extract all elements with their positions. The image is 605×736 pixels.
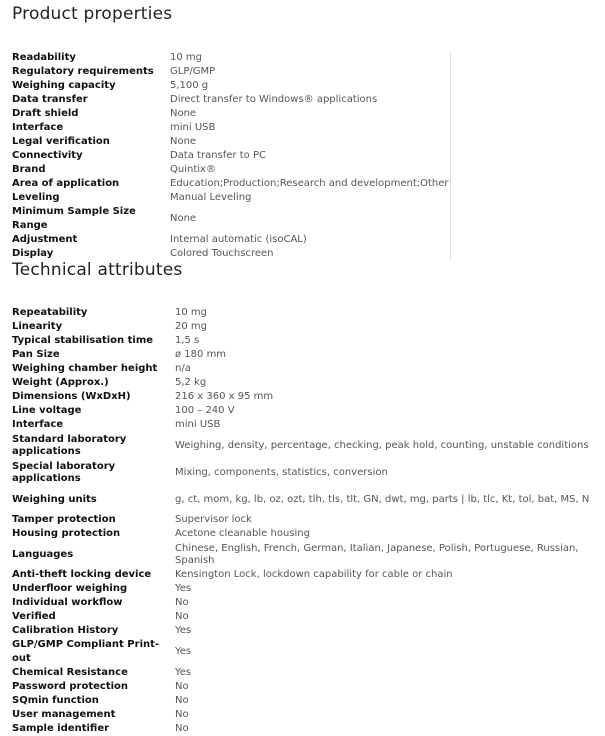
- attribute-value: mini USB: [175, 419, 221, 430]
- property-value: mini USB: [170, 121, 451, 135]
- attribute-value: 10 mg: [175, 307, 207, 318]
- attribute-label: Password protection: [12, 681, 129, 692]
- attribute-label: Anti-theft locking device: [12, 569, 152, 580]
- table-row: [12, 233, 451, 247]
- table-row: [12, 459, 605, 486]
- technical-attributes-heading: Technical attributes: [12, 260, 183, 280]
- attribute-value: 5,2 kg: [175, 377, 207, 388]
- property-label: Area of application: [12, 178, 120, 189]
- property-value: Quintix®: [170, 163, 451, 177]
- table-row: [12, 596, 605, 610]
- property-value: None: [170, 135, 451, 149]
- attribute-label: Verified: [12, 611, 56, 622]
- attribute-value: 100 – 240 V: [175, 405, 235, 416]
- table-row: [12, 191, 451, 205]
- attribute-value: ø 180 mm: [175, 349, 227, 360]
- product-properties-heading: Product properties: [12, 4, 173, 24]
- attribute-label: Line voltage: [12, 405, 82, 416]
- attribute-value: 1,5 s: [175, 335, 200, 346]
- table-row: [12, 582, 605, 596]
- attribute-label: Typical stabilisation time: [12, 335, 154, 346]
- table-row: [12, 65, 451, 79]
- attribute-label: Underfloor weighing: [12, 583, 128, 594]
- attribute-value: Yes: [175, 646, 192, 657]
- property-value: None: [170, 107, 451, 121]
- attribute-label: Linearity: [12, 321, 63, 332]
- attribute-value: Chinese, English, French, German, Italian, Japanese, Polish, Portuguese, Russian, Spanish: [175, 542, 579, 566]
- table-row: [12, 390, 605, 404]
- table-row: [12, 708, 605, 722]
- attribute-label: Individual workflow: [12, 597, 123, 608]
- attribute-value: Yes: [175, 625, 192, 636]
- property-label: Data transfer: [12, 94, 88, 105]
- attribute-label: Calibration History: [12, 625, 119, 636]
- property-label: Weighing capacity: [12, 80, 116, 91]
- attribute-label: Weight (Approx.): [12, 377, 109, 388]
- property-label: Legal verification: [12, 136, 110, 147]
- attribute-value: No: [175, 709, 189, 720]
- table-row: [12, 306, 605, 320]
- technical-attributes-table: [12, 306, 605, 736]
- attribute-label: Tamper protection: [12, 514, 116, 525]
- attribute-label: Dimensions (WxDxH): [12, 391, 131, 402]
- attribute-label: SQmin function: [12, 695, 99, 706]
- attribute-label: Housing protection: [12, 528, 121, 539]
- attribute-value: Yes: [175, 583, 192, 594]
- property-label: Connectivity: [12, 150, 83, 161]
- attribute-value: Weighing, density, percentage, checking, peak hold, counting, unstable conditions: [175, 439, 589, 451]
- attribute-value: No: [175, 597, 189, 608]
- property-label: Leveling: [12, 192, 60, 203]
- property-value: None: [170, 205, 451, 233]
- attribute-value: g, ct, mom, kg, lb, oz, ozt, tlh, tls, tlt, GN, dwt, mg, parts | lb, tlc, Kt, tol, bat, MS, N: [175, 493, 590, 505]
- property-value: 5,100 g: [170, 79, 451, 93]
- property-label: Regulatory requirements: [12, 66, 154, 77]
- attribute-value: 20 mg: [175, 321, 207, 332]
- table-row: [12, 638, 605, 666]
- table-row: [12, 121, 451, 135]
- property-label: Minimum Sample Size Range: [12, 206, 136, 231]
- property-label: Interface: [12, 122, 64, 133]
- table-row: [12, 163, 451, 177]
- property-value: Direct transfer to Windows® applications: [170, 93, 451, 107]
- table-row: [12, 93, 451, 107]
- table-row: [12, 362, 605, 376]
- table-row: [12, 680, 605, 694]
- property-label: Readability: [12, 52, 76, 63]
- table-row: [12, 107, 451, 121]
- property-value: Data transfer to PC: [170, 149, 451, 163]
- attribute-label: Standard laboratory applications: [12, 433, 127, 457]
- table-row: [12, 79, 451, 93]
- table-row: [12, 486, 605, 513]
- property-value: Colored Touchscreen: [170, 247, 451, 261]
- attribute-value: Mixing, components, statistics, conversion: [175, 466, 388, 478]
- attribute-value: No: [175, 723, 189, 734]
- table-row: [12, 610, 605, 624]
- property-label: Draft shield: [12, 108, 79, 119]
- table-row: [12, 177, 451, 191]
- attribute-label: User management: [12, 709, 116, 720]
- product-properties-table: [12, 51, 451, 261]
- attribute-label: Special laboratory applications: [12, 460, 116, 484]
- table-row: [12, 51, 451, 65]
- table-row: [12, 541, 605, 568]
- table-row: [12, 247, 451, 261]
- table-row: [12, 149, 451, 163]
- table-row: [12, 666, 605, 680]
- attribute-value: Acetone cleanable housing: [175, 528, 310, 539]
- attribute-label: Pan Size: [12, 349, 60, 360]
- table-row: [12, 694, 605, 708]
- property-value: Manual Leveling: [170, 191, 451, 205]
- attribute-value: 216 x 360 x 95 mm: [175, 391, 274, 402]
- table-row: [12, 320, 605, 334]
- attribute-label: Weighing chamber height: [12, 363, 158, 374]
- table-row: [12, 404, 605, 418]
- attribute-value: No: [175, 611, 189, 622]
- property-label: Adjustment: [12, 234, 78, 245]
- attribute-label: Weighing units: [12, 493, 97, 505]
- attribute-value: No: [175, 681, 189, 692]
- property-label: Display: [12, 248, 54, 259]
- attribute-label: Sample identifier: [12, 723, 110, 734]
- property-value: 10 mg: [170, 51, 451, 65]
- property-label: Brand: [12, 164, 46, 175]
- attribute-value: n/a: [175, 363, 191, 374]
- table-row: [12, 722, 605, 736]
- table-row: [12, 527, 605, 541]
- attribute-label: Chemical Resistance: [12, 667, 128, 678]
- property-value: Education;Production;Research and development;Other: [170, 178, 449, 189]
- attribute-value: No: [175, 695, 189, 706]
- table-row: [12, 432, 605, 459]
- table-row: [12, 568, 605, 582]
- attribute-value: Supervisor lock: [175, 514, 252, 525]
- attribute-label: Repeatability: [12, 307, 88, 318]
- attribute-label: Languages: [12, 548, 74, 560]
- table-row: [12, 418, 605, 432]
- property-value: GLP/GMP: [170, 65, 451, 79]
- attribute-label: Interface: [12, 419, 64, 430]
- table-row: [12, 624, 605, 638]
- property-value: Internal automatic (isoCAL): [170, 233, 451, 247]
- attribute-label: GLP/GMP Compliant Print-out: [12, 639, 160, 664]
- attribute-value: Yes: [175, 667, 192, 678]
- table-row: [12, 376, 605, 390]
- table-row: [12, 334, 605, 348]
- table-row: [12, 348, 605, 362]
- table-row: [12, 205, 451, 233]
- attribute-value: Kensington Lock, lockdown capability for cable or chain: [175, 569, 453, 580]
- table-row: [12, 135, 451, 149]
- table-row: [12, 513, 605, 527]
